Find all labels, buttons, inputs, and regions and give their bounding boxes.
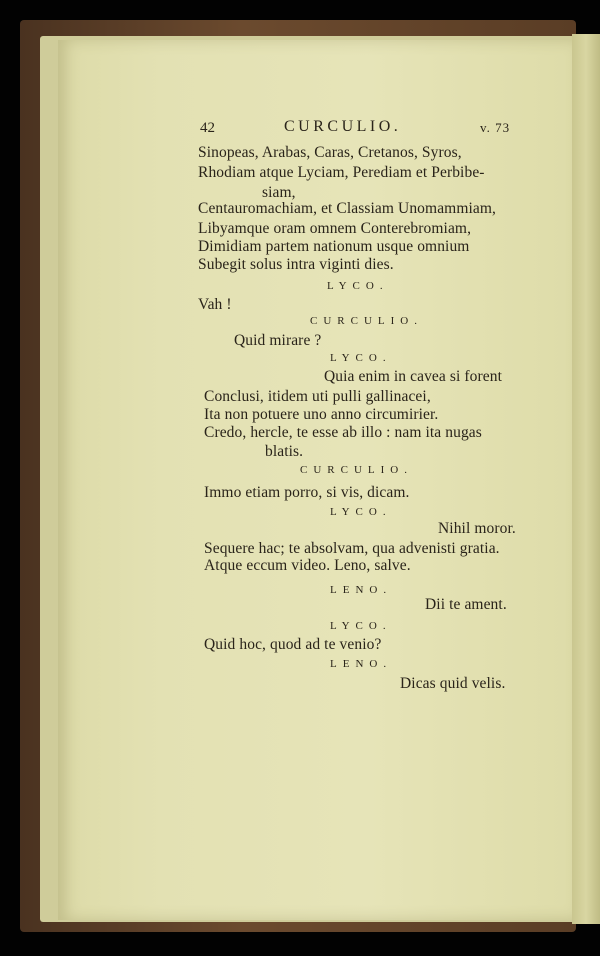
verse-line: Libyamque oram omnem Conterebromiam,	[198, 220, 472, 237]
verse-line: Sinopeas, Arabas, Caras, Cretanos, Syros,	[198, 144, 462, 161]
dialogue-line: Quid hoc, quod ad te venio?	[204, 636, 382, 653]
page-number: 42	[200, 120, 215, 136]
speaker-label: LYCO.	[327, 280, 389, 292]
dialogue-line: Nihil moror.	[438, 520, 516, 537]
dialogue-line: blatis.	[265, 443, 304, 460]
verse-line: Rhodiam atque Lyciam, Perediam et Perbibe-	[198, 164, 485, 181]
speaker-label: LYCO.	[330, 620, 392, 632]
speaker-label: CURCULIO.	[310, 315, 423, 327]
dialogue-line: Dicas quid velis.	[400, 675, 506, 692]
verse-line: Dimidiam partem nationum usque omnium	[198, 238, 470, 255]
facing-page-edge	[572, 34, 600, 924]
verse-line: Centauromachiam, et Classiam Unomammiam,	[198, 200, 497, 217]
verse-line: Subegit solus intra viginti dies.	[198, 256, 394, 273]
dialogue-line: Quia enim in cavea si forent	[324, 368, 502, 385]
dialogue-line: Atque eccum video. Leno, salve.	[204, 557, 411, 574]
speaker-label: LYCO.	[330, 506, 392, 518]
dialogue-line: Immo etiam porro, si vis, dicam.	[204, 484, 410, 501]
speaker-label: CURCULIO.	[300, 464, 413, 476]
running-title: CURCULIO.	[284, 118, 402, 135]
dialogue-line: Quid mirare ?	[234, 332, 322, 349]
dialogue-line: Sequere hac; te absolvam, qua advenisti gratia.	[204, 540, 500, 557]
speaker-label: LENO.	[330, 658, 393, 670]
dialogue-line: Ita non potuere uno anno circumirier.	[204, 406, 439, 423]
speaker-label: LYCO.	[330, 352, 392, 364]
dialogue-line: Conclusi, itidem uti pulli gallinacei,	[204, 388, 431, 405]
dialogue-line: Dii te ament.	[425, 596, 507, 613]
verse-number: v. 73	[480, 120, 511, 135]
dialogue-line: Vah !	[198, 296, 232, 313]
dialogue-line: Credo, hercle, te esse ab illo : nam ita nugas	[204, 424, 482, 441]
speaker-label: LENO.	[330, 584, 393, 596]
verse-line: siam,	[262, 184, 296, 201]
